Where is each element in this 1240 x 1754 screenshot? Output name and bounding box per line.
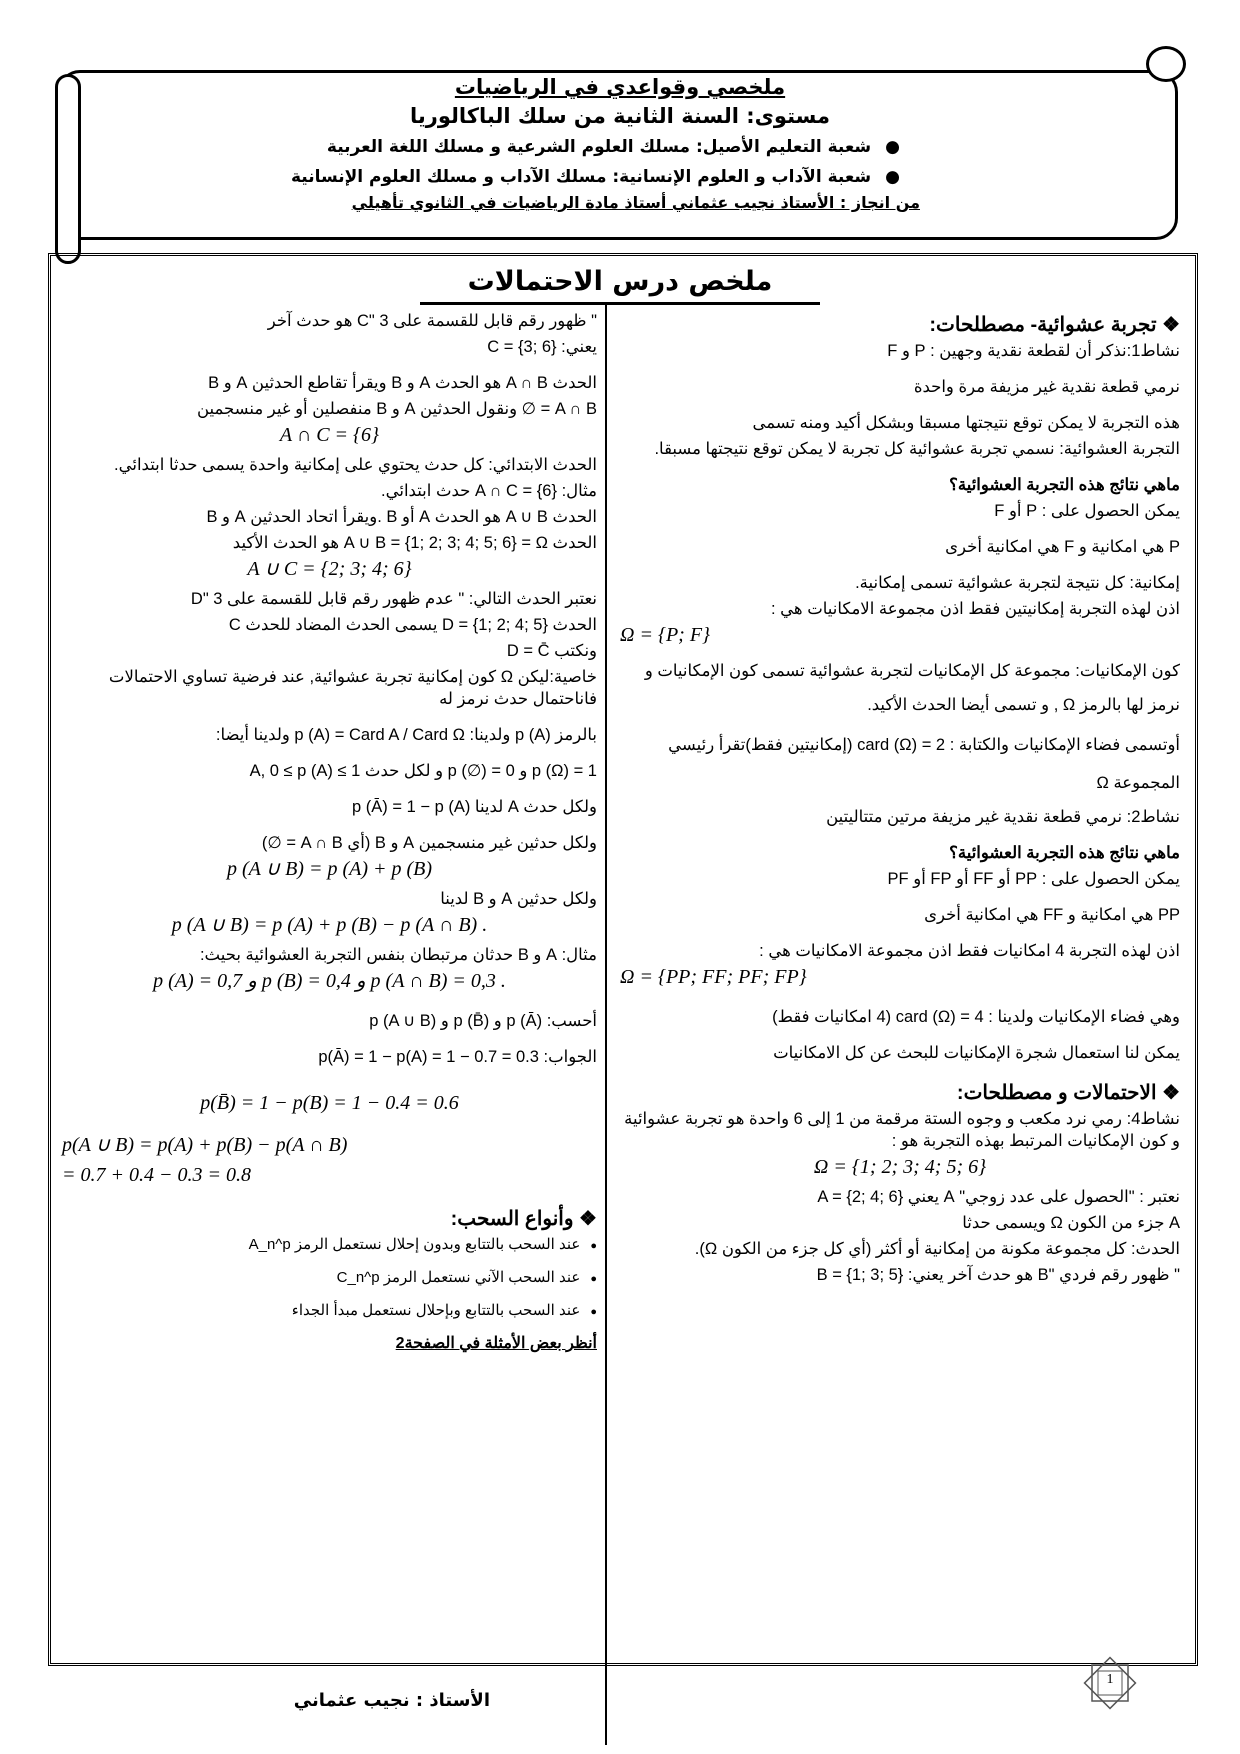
example: مثال: A ∩ C = {6} حدث ابتدائي. — [381, 482, 597, 500]
definition-universe: كون الإمكانيات: مجموعة كل الإمكانيات لتجربة عشوائية تسمى كون الإمكانيات و نرمز لها بالرمز Ω , و تسمى أيضا الحدث الأكيد. — [644, 662, 1180, 714]
formula: Ω = {P; F} — [620, 624, 711, 646]
text: نعتبر الحدث التالي: " عدم ظهور رقم قابل للقسمة على 3 "D — [190, 590, 597, 608]
list-item: ● عند السحب بالتتابع وبدون إحلال نستعمل الرمز A_n^p — [62, 1234, 597, 1257]
definition-possibility: إمكانية: كل نتيجة لتجربة عشوائية تسمى إمكانية. — [855, 574, 1180, 592]
formula: p(A ∪ B) = p(A) + p(B) − p(A ∩ B) — [62, 1134, 348, 1156]
text: نعتبر : "الحصول على عدد زوجي" A يعني A = {2; 4; 6} — [817, 1188, 1180, 1206]
section-title: ❖ وأنواع السحب: — [450, 1208, 597, 1230]
text: بالرمز p (A) ولدينا: p (A) = Card A / Card Ω ولدينا أيضا: — [215, 726, 597, 744]
text: PP هي امكانية و FF هي امكانية أخرى — [924, 906, 1180, 924]
formula: Ω = {1; 2; 3; 4; 5; 6} — [813, 1156, 987, 1178]
definition-event: الحدث: كل مجموعة مكونة من إمكانية أو أكثر (أي كل جزء من الكون Ω). — [694, 1240, 1180, 1258]
page-number: 1 — [1106, 1672, 1114, 1687]
list-item: ● عند السحب الآني نستعمل الرمز C_n^p — [62, 1267, 597, 1290]
text: الحدث A ∪ B = {1; 2; 3; 4; 5; 6} = Ω هو الحدث الأكيد — [232, 534, 597, 552]
text: يعني: C = {3; 6} — [487, 338, 597, 356]
question: ماهي نتائج هذه التجربة العشوائية؟ — [949, 844, 1180, 862]
definition-random-experiment: التجربة العشوائية: نسمي تجربة عشوائية كل تجربة لا يمكن توقع نتيجتها مسبقا. — [654, 440, 1180, 458]
text: اذن لهذه التجربة 4 امكانيات فقط اذن مجموعة الامكانيات هي : — [759, 942, 1180, 960]
answer: الجواب: p(Ā) = 1 − p(A) = 1 − 0.7 = 0.3 — [318, 1048, 597, 1066]
text: وهي فضاء الإمكانيات ولدينا : card (Ω) = 4 (4 امكانيات فقط) — [772, 1008, 1180, 1026]
branch-item: ●شعبة التعليم الأصيل: مسلك العلوم الشرعية و مسلك اللغة العربية — [326, 137, 900, 157]
text: أوتسمى فضاء الإمكانيات والكتابة : card (Ω) = 2 (إمكانيتين فقط)تقرأ رئيسي المجموعة Ω — [668, 736, 1180, 792]
text: أحسب: p (Ā) و p (B̄) و p (A ∪ B) — [369, 1012, 597, 1030]
see-examples-note: أنظر بعض الأمثلة في الصفحة2 — [395, 1335, 597, 1352]
right-column — [620, 310, 1180, 1290]
text: ولكل حدثين A و B لدينا — [440, 890, 597, 908]
header — [90, 74, 1150, 214]
branch-list — [90, 132, 1150, 192]
text: يمكن الحصول على : PP أو FF أو FP أو PF — [887, 870, 1180, 888]
formula: A ∪ C = {2; 3; 4; 6} — [247, 558, 412, 580]
branch-item: ●شعبة الآداب و العلوم الإنسانية: مسلك الآداب و مسلك العلوم الإنسانية — [290, 167, 900, 187]
activity-1: نشاط1:نذكر أن لقطعة نقدية وجهين : P و F — [887, 342, 1180, 360]
text: يمكن الحصول على : P أو F — [994, 502, 1180, 520]
formula: p (A ∪ B) = p (A) + p (B) — [226, 858, 433, 880]
formula: p(B̄) = 1 − p(B) = 1 − 0.4 = 0.6 — [200, 1092, 459, 1114]
text: نرمي قطعة نقدية غير مزيفة مرة واحدة — [913, 378, 1180, 396]
text: الحدث A ∪ B هو الحدث A أو B .ويقرأ اتحاد الحدثين A و B — [206, 508, 597, 526]
text: ولكل حدثين غير منسجمين A و B (أي A ∩ B = ∅) — [261, 834, 597, 852]
column-divider — [605, 305, 607, 1745]
formula: Ω = {PP; FF; PF; FP} — [620, 966, 807, 988]
lesson-title: ملخص درس الاحتمالات — [420, 262, 820, 305]
property: خاصية:ليكن Ω كون إمكانية تجربة عشوائية, عند فرضية تساوي الاحتمالات فاناحتمال حدث نرمز له — [108, 668, 597, 708]
footer-teacher: الأستاذ : نجيب عثماني — [293, 1690, 490, 1711]
text: الحدث D = {1; 2; 4; 5} يسمى الحدث المضاد للحدث C — [228, 616, 597, 634]
left-column — [62, 310, 597, 1359]
text: P هي امكانية و F هي امكانية أخرى — [945, 538, 1180, 556]
formula: A ∩ C = {6} — [279, 424, 380, 446]
section-title: ❖ تجربة عشوائية- مصطلحات: — [929, 314, 1180, 336]
text: ونكتب D = C̄ — [506, 642, 597, 660]
activity-2: نشاط2: نرمي قطعة نقدية غير مزيفة مرتين متتاليتين — [826, 808, 1180, 826]
level-line: مستوى: السنة الثانية من سلك الباكالوريا — [409, 104, 831, 128]
text: اذن لهذه التجربة إمكانيتين فقط اذن مجموعة الامكانيات هي : — [770, 600, 1180, 618]
text: " ظهور رقم قابل للقسمة على 3 "C هو حدث آخر — [267, 312, 597, 330]
formula: p (A) = 0,7 و p (B) = 0,4 و p (A ∩ B) = 0,3 . — [153, 970, 506, 992]
text: p (Ω) = 1 و p (∅) = 0 و لكل حدث A, 0 ≤ p (A) ≤ 1 — [249, 762, 597, 780]
text: A جزء من الكون Ω ويسمى حدثا — [962, 1214, 1180, 1232]
text: " ظهور رقم فردي "B هو حدث آخر يعني: B = {1; 3; 5} — [816, 1266, 1180, 1284]
draw-types-list — [62, 1234, 597, 1323]
document-title: ملخصي وقواعدي في الرياضيات — [454, 75, 786, 99]
section-title: ❖ الاحتمالات و مصطلحات: — [956, 1082, 1180, 1104]
author-line: من انجاز : الأستاذ نجيب عثماني أستاذ مادة الرياضيات في الثانوي تأهيلي — [351, 193, 920, 212]
activity-4: نشاط4: رمي نرد مكعب و وجوه الستة مرقمة من 1 إلى 6 واحدة هو تجربة عشوائية و كون الإمكانيات المرتبط بهذه التجربة هو : — [624, 1110, 1180, 1150]
formula: = 0.7 + 0.4 − 0.3 = 0.8 — [62, 1164, 251, 1186]
text: الحدث A ∩ B هو الحدث A و B ويقرأ تقاطع الحدثين A و B — [208, 374, 597, 392]
question: ماهي نتائج هذه التجربة العشوائية؟ — [949, 476, 1180, 494]
formula: p (A ∪ B) = p (A) + p (B) − p (A ∩ B) . — [171, 914, 488, 936]
list-item: ● عند السحب بالتتابع وبإحلال نستعمل مبدأ الجداء — [62, 1300, 597, 1323]
text: ولكل حدث A لدينا p (Ā) = 1 − p (A) — [352, 798, 597, 816]
text: يمكن لنا استعمال شجرة الإمكانيات للبحث عن كل الامكانيات — [773, 1044, 1180, 1062]
definition-elementary-event: الحدث الابتدائي: كل حدث يحتوي على إمكانية واحدة يسمى حدثا ابتدائي. — [114, 456, 597, 474]
text: A ∩ B = ∅ ونقول الحدثين A و B منفصلين أو غير منسجمين — [196, 400, 597, 418]
scroll-curl-top — [1146, 46, 1186, 82]
example: مثال: A و B حدثان مرتبطان بنفس التجربة العشوائية بحيث: — [199, 946, 597, 964]
scroll-curl-left — [55, 74, 81, 264]
text: هذه التجربة لا يمكن توقع نتيجتها مسبقا وبشكل أكيد ومنه تسمى — [752, 414, 1180, 432]
